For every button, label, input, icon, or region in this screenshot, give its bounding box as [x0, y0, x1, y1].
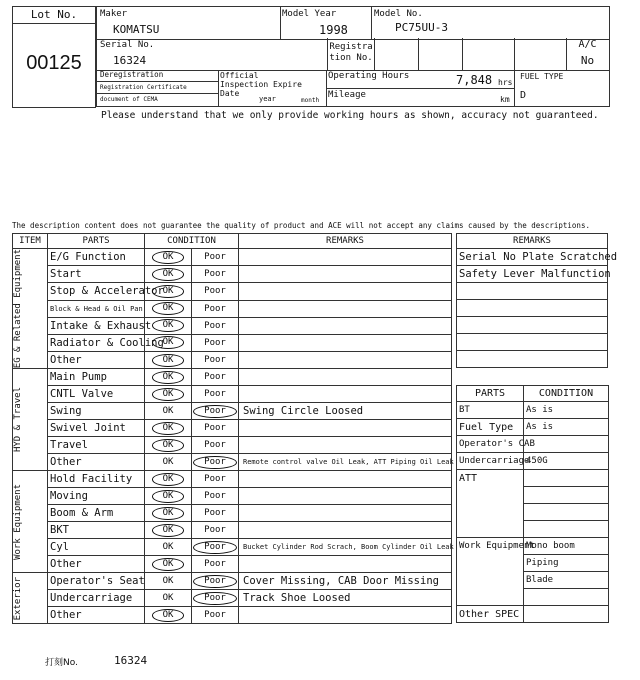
spec-row: [457, 589, 609, 606]
poor-cell: [192, 539, 239, 556]
condition-header: CONDITION: [145, 234, 239, 249]
ok-label: OK: [152, 609, 185, 622]
ok-label: OK: [152, 354, 185, 367]
part-name: Swivel Joint: [48, 420, 145, 437]
maker-cell: [96, 6, 281, 40]
right-condition-header: CONDITION: [524, 386, 609, 402]
dereg-label: Deregistration: [97, 70, 218, 82]
fuel-type-value: D: [520, 90, 527, 101]
spec-condition: Piping: [524, 555, 609, 572]
lot-box: [12, 6, 96, 108]
table-row: [13, 369, 452, 386]
table-row: [13, 266, 452, 283]
ok-label: OK: [152, 490, 185, 503]
fuel-type-label: FUEL TYPE: [520, 72, 564, 81]
remark: Swing Circle Loosed: [239, 403, 452, 420]
spec-row: [457, 453, 609, 470]
right-parts-table: [456, 385, 609, 623]
part-name: Other: [48, 556, 145, 573]
ok-cell: [145, 266, 192, 283]
poor-label: Poor: [204, 610, 226, 621]
spec-condition: [524, 589, 609, 606]
reg-box-4: [514, 38, 567, 71]
poor-label: Poor: [204, 559, 226, 570]
spec-row: [457, 572, 609, 589]
ok-cell: [145, 437, 192, 454]
model-no-value: PC75UU-3: [395, 21, 448, 34]
category-cell: [13, 471, 48, 573]
ok-cell: [145, 352, 192, 369]
remark: [239, 437, 452, 454]
model-no-cell: [371, 6, 610, 40]
item-header: ITEM: [13, 234, 48, 249]
poor-label: Poor: [204, 372, 226, 383]
mileage-label: Mileage: [328, 90, 366, 100]
spec-part: [457, 504, 524, 521]
ac-cell: [566, 38, 610, 71]
ok-label: OK: [162, 593, 174, 604]
remark: [239, 556, 452, 573]
spec-row: [457, 436, 609, 453]
remark: Remote control valve Oil Leak, ATT Piping Oil Leak: [239, 454, 452, 471]
category-cell: [13, 249, 48, 369]
remark: Cover Missing, CAB Door Missing: [239, 573, 452, 590]
table-row: [13, 488, 452, 505]
poor-cell: [192, 573, 239, 590]
part-name: Other: [48, 454, 145, 471]
reg-box-3: [462, 38, 515, 71]
poor-cell: [192, 317, 239, 334]
poor-label: Poor: [193, 541, 237, 554]
poor-label: Poor: [204, 337, 226, 348]
spec-condition: [524, 521, 609, 538]
remark: [239, 352, 452, 369]
ok-cell: [145, 488, 192, 505]
fuel-type-cell: [514, 70, 610, 107]
part-name: Intake & Exhaust: [48, 317, 145, 334]
op-hours-label: Operating Hours: [328, 71, 410, 81]
poor-cell: [192, 454, 239, 471]
table-row: [13, 403, 452, 420]
spec-part: [457, 589, 524, 606]
spec-part: ATT: [457, 470, 524, 487]
remark-line: [457, 317, 608, 334]
serial-cell: [96, 38, 328, 71]
remark: [239, 471, 452, 488]
remark: [239, 283, 452, 300]
ok-label: OK: [152, 336, 185, 349]
ok-cell: [145, 607, 192, 624]
table-row: [13, 317, 452, 334]
poor-label: Poor: [193, 575, 237, 588]
poor-label: Poor: [193, 592, 237, 605]
remark-row: [457, 317, 608, 334]
ok-cell: [145, 420, 192, 437]
ok-cell: [145, 522, 192, 539]
ok-label: OK: [152, 371, 185, 384]
remark: [239, 369, 452, 386]
ok-label: OK: [152, 473, 185, 486]
ok-cell: [145, 471, 192, 488]
remark: [239, 420, 452, 437]
poor-label: Poor: [204, 423, 226, 434]
category-label: HYD & Travel: [13, 387, 23, 453]
spec-condition: As is: [524, 419, 609, 436]
disclaimer-text: The description content does not guarantee the quality of product and ACE will not accept any claims caused by the descriptions.: [12, 221, 590, 230]
poor-cell: [192, 505, 239, 522]
remark-row: [457, 351, 608, 368]
table-header-row: [13, 234, 452, 249]
poor-cell: [192, 488, 239, 505]
poor-cell: [192, 471, 239, 488]
ok-label: OK: [152, 285, 185, 298]
remark-line: [457, 334, 608, 351]
poor-cell: [192, 249, 239, 266]
remark: [239, 249, 452, 266]
part-name: Start: [48, 266, 145, 283]
poor-cell: [192, 334, 239, 351]
remark: Track Shoe Loosed: [239, 590, 452, 607]
poor-label: Poor: [204, 303, 226, 314]
spec-part: [457, 572, 524, 589]
footer-value: 16324: [114, 654, 148, 667]
poor-cell: [192, 556, 239, 573]
spec-row: [457, 504, 609, 521]
part-name: E/G Function: [48, 249, 145, 266]
spec-row: [457, 606, 609, 623]
table-row: [13, 334, 452, 351]
ok-label: OK: [152, 268, 185, 281]
ok-cell: [145, 590, 192, 607]
reg-cert-label: Registration Certificate: [97, 82, 218, 94]
spec-part: BT: [457, 402, 524, 419]
spec-part: Undercarriage: [457, 453, 524, 470]
lot-label: Lot No.: [13, 7, 95, 24]
category-label: EG & Related Equipment: [13, 249, 23, 369]
ok-cell: [145, 539, 192, 556]
table-row: [13, 590, 452, 607]
ok-cell: [145, 300, 192, 317]
ok-cell: [145, 505, 192, 522]
ok-label: OK: [152, 439, 185, 452]
remark-line: [457, 283, 608, 300]
part-name: Moving: [48, 488, 145, 505]
part-name: Operator's Seat: [48, 573, 145, 590]
poor-cell: [192, 522, 239, 539]
ok-label: OK: [152, 507, 185, 520]
right-remarks-header: REMARKS: [457, 234, 608, 249]
ok-label: OK: [152, 558, 185, 571]
footer-label: 打刻No.: [45, 658, 78, 668]
remark-row: [457, 249, 608, 266]
inspection-table: [12, 233, 452, 624]
poor-label: Poor: [204, 355, 226, 366]
ok-label: OK: [162, 457, 174, 468]
ok-cell: [145, 454, 192, 471]
poor-label: Poor: [204, 269, 226, 280]
poor-label: Poor: [204, 320, 226, 331]
remark: [239, 488, 452, 505]
ac-value: No: [580, 54, 595, 67]
table-row: [13, 573, 452, 590]
ok-label: OK: [162, 406, 174, 417]
spec-row: [457, 402, 609, 419]
ok-cell: [145, 334, 192, 351]
part-name: CNTL Valve: [48, 386, 145, 403]
ok-label: OK: [152, 524, 185, 537]
part-name: Boom & Arm: [48, 505, 145, 522]
reg-box-2: [418, 38, 463, 71]
cema-label: document of CEMA: [100, 96, 158, 103]
part-name: Cyl: [48, 539, 145, 556]
maker-value: KOMATSU: [113, 23, 160, 36]
lot-value: 00125: [26, 52, 82, 74]
spec-condition: [524, 606, 609, 623]
spec-row: [457, 470, 609, 487]
category-cell: [13, 369, 48, 471]
ok-label: OK: [152, 319, 185, 332]
part-name: Main Pump: [48, 369, 145, 386]
remark: [239, 334, 452, 351]
table-row: [13, 454, 452, 471]
poor-label: Poor: [204, 508, 226, 519]
poor-label: Poor: [204, 491, 226, 502]
poor-label: Poor: [204, 286, 226, 297]
spec-condition: Mono boom: [524, 538, 609, 555]
poor-cell: [192, 369, 239, 386]
ok-label: OK: [162, 576, 174, 587]
part-name: Undercarriage: [48, 590, 145, 607]
spec-condition: [524, 487, 609, 504]
remark-line: Safety Lever Malfunction: [457, 266, 608, 283]
ok-cell: [145, 249, 192, 266]
table-row: [13, 249, 452, 266]
right-parts-header: PARTS: [457, 386, 524, 402]
table-row: [13, 505, 452, 522]
part-name: Hold Facility: [48, 471, 145, 488]
ok-cell: [145, 369, 192, 386]
km-unit: km: [500, 95, 510, 104]
poor-cell: [192, 266, 239, 283]
spec-part: Work Equipment: [457, 538, 524, 555]
spec-condition: Blade: [524, 572, 609, 589]
notice-text: Please understand that we only provide working hours as shown, accuracy not guaranteed.: [101, 110, 599, 121]
table-row: [13, 539, 452, 556]
remark-row: [457, 300, 608, 317]
spec-condition: [524, 504, 609, 521]
remark-row: [457, 266, 608, 283]
part-name: BKT: [48, 522, 145, 539]
inspection-cell: [217, 70, 327, 107]
ok-label: OK: [162, 542, 174, 553]
table-row: [13, 283, 452, 300]
poor-label: Poor: [204, 389, 226, 400]
poor-cell: [192, 420, 239, 437]
poor-label: Poor: [204, 525, 226, 536]
ok-cell: [145, 573, 192, 590]
right-remarks-table: [456, 233, 618, 368]
spec-row: [457, 419, 609, 436]
poor-cell: [192, 437, 239, 454]
spec-part: [457, 521, 524, 538]
remark: [239, 317, 452, 334]
spec-condition: [524, 470, 609, 487]
maker-label: Maker: [100, 9, 128, 19]
remark: [239, 505, 452, 522]
category-cell: [13, 573, 48, 624]
part-name: Stop & Accelerator: [48, 283, 145, 300]
part-name: Other: [48, 607, 145, 624]
spec-row: [457, 487, 609, 504]
spec-row: [457, 555, 609, 572]
ok-cell: [145, 556, 192, 573]
ok-label: OK: [152, 422, 185, 435]
month-label: month: [301, 97, 320, 104]
spec-part: [457, 555, 524, 572]
table-row: [13, 471, 452, 488]
op-hours-cell: [326, 70, 515, 107]
spec-part: Other SPEC: [457, 606, 524, 623]
table-row: [13, 300, 452, 317]
ac-label: A/C: [578, 39, 597, 50]
spec-part: Fuel Type: [457, 419, 524, 436]
serial-value: 16324: [113, 54, 147, 67]
remark-row: [457, 334, 608, 351]
table-row: [13, 437, 452, 454]
model-year-cell: [279, 6, 372, 40]
table-row: [13, 522, 452, 539]
inspection-label: Official Inspection Expire Date: [220, 71, 302, 98]
model-no-label: Model No.: [374, 9, 423, 19]
remark-line: [457, 351, 608, 368]
part-name: Block & Head & Oil Pan: [48, 300, 145, 317]
serial-label: Serial No.: [100, 40, 155, 50]
spec-condition: As is: [524, 402, 609, 419]
year-label: year: [259, 95, 276, 103]
poor-cell: [192, 607, 239, 624]
ok-label: OK: [152, 251, 185, 264]
remark-line: [457, 300, 608, 317]
ok-cell: [145, 317, 192, 334]
ok-cell: [145, 403, 192, 420]
poor-label: Poor: [204, 252, 226, 263]
remark-line: Serial No Plate Scratched: [457, 249, 608, 266]
part-name: Travel: [48, 437, 145, 454]
category-label: Work Equipment: [13, 483, 23, 560]
remark-row: [457, 283, 608, 300]
remark: Bucket Cylinder Rod Scrach, Boom Cylinder Oil Leak: [239, 539, 452, 556]
spec-condition: 450G: [524, 453, 609, 470]
spec-row: [457, 538, 609, 555]
table-row: [13, 352, 452, 369]
remark: [239, 522, 452, 539]
spec-part: Operator's CAB: [457, 436, 524, 453]
remark: [239, 300, 452, 317]
category-label: Exterior: [13, 576, 23, 620]
poor-label: Poor: [193, 405, 237, 418]
poor-cell: [192, 590, 239, 607]
dereg-cell: [96, 70, 219, 107]
spec-row: [457, 521, 609, 538]
part-name: Other: [48, 352, 145, 369]
poor-cell: [192, 352, 239, 369]
poor-cell: [192, 403, 239, 420]
parts-header: PARTS: [48, 234, 145, 249]
model-year-label: Model Year: [282, 9, 337, 19]
spec-condition: [524, 436, 609, 453]
part-name: Radiator & Cooling: [48, 334, 145, 351]
op-hours-value: 7,848: [456, 73, 493, 87]
table-row: [13, 556, 452, 573]
model-year-value: 1998: [319, 23, 348, 37]
poor-cell: [192, 386, 239, 403]
part-name: Swing: [48, 403, 145, 420]
remarks-header: REMARKS: [239, 234, 452, 249]
ok-label: OK: [152, 302, 185, 315]
poor-label: Poor: [193, 456, 237, 469]
header-block: [12, 6, 611, 108]
remark: [239, 386, 452, 403]
poor-label: Poor: [204, 440, 226, 451]
reg-box-1: [374, 38, 419, 71]
ok-cell: [145, 283, 192, 300]
table-row: [13, 607, 452, 624]
table-row: [13, 386, 452, 403]
registration-cell: [326, 38, 375, 71]
ok-label: OK: [152, 388, 185, 401]
table-row: [13, 420, 452, 437]
remark: [239, 607, 452, 624]
spec-part: [457, 487, 524, 504]
ok-cell: [145, 386, 192, 403]
registration-label: Registration No.: [329, 42, 373, 63]
poor-cell: [192, 300, 239, 317]
remark: [239, 266, 452, 283]
poor-label: Poor: [204, 474, 226, 485]
hrs-unit: hrs: [498, 78, 513, 87]
poor-cell: [192, 283, 239, 300]
